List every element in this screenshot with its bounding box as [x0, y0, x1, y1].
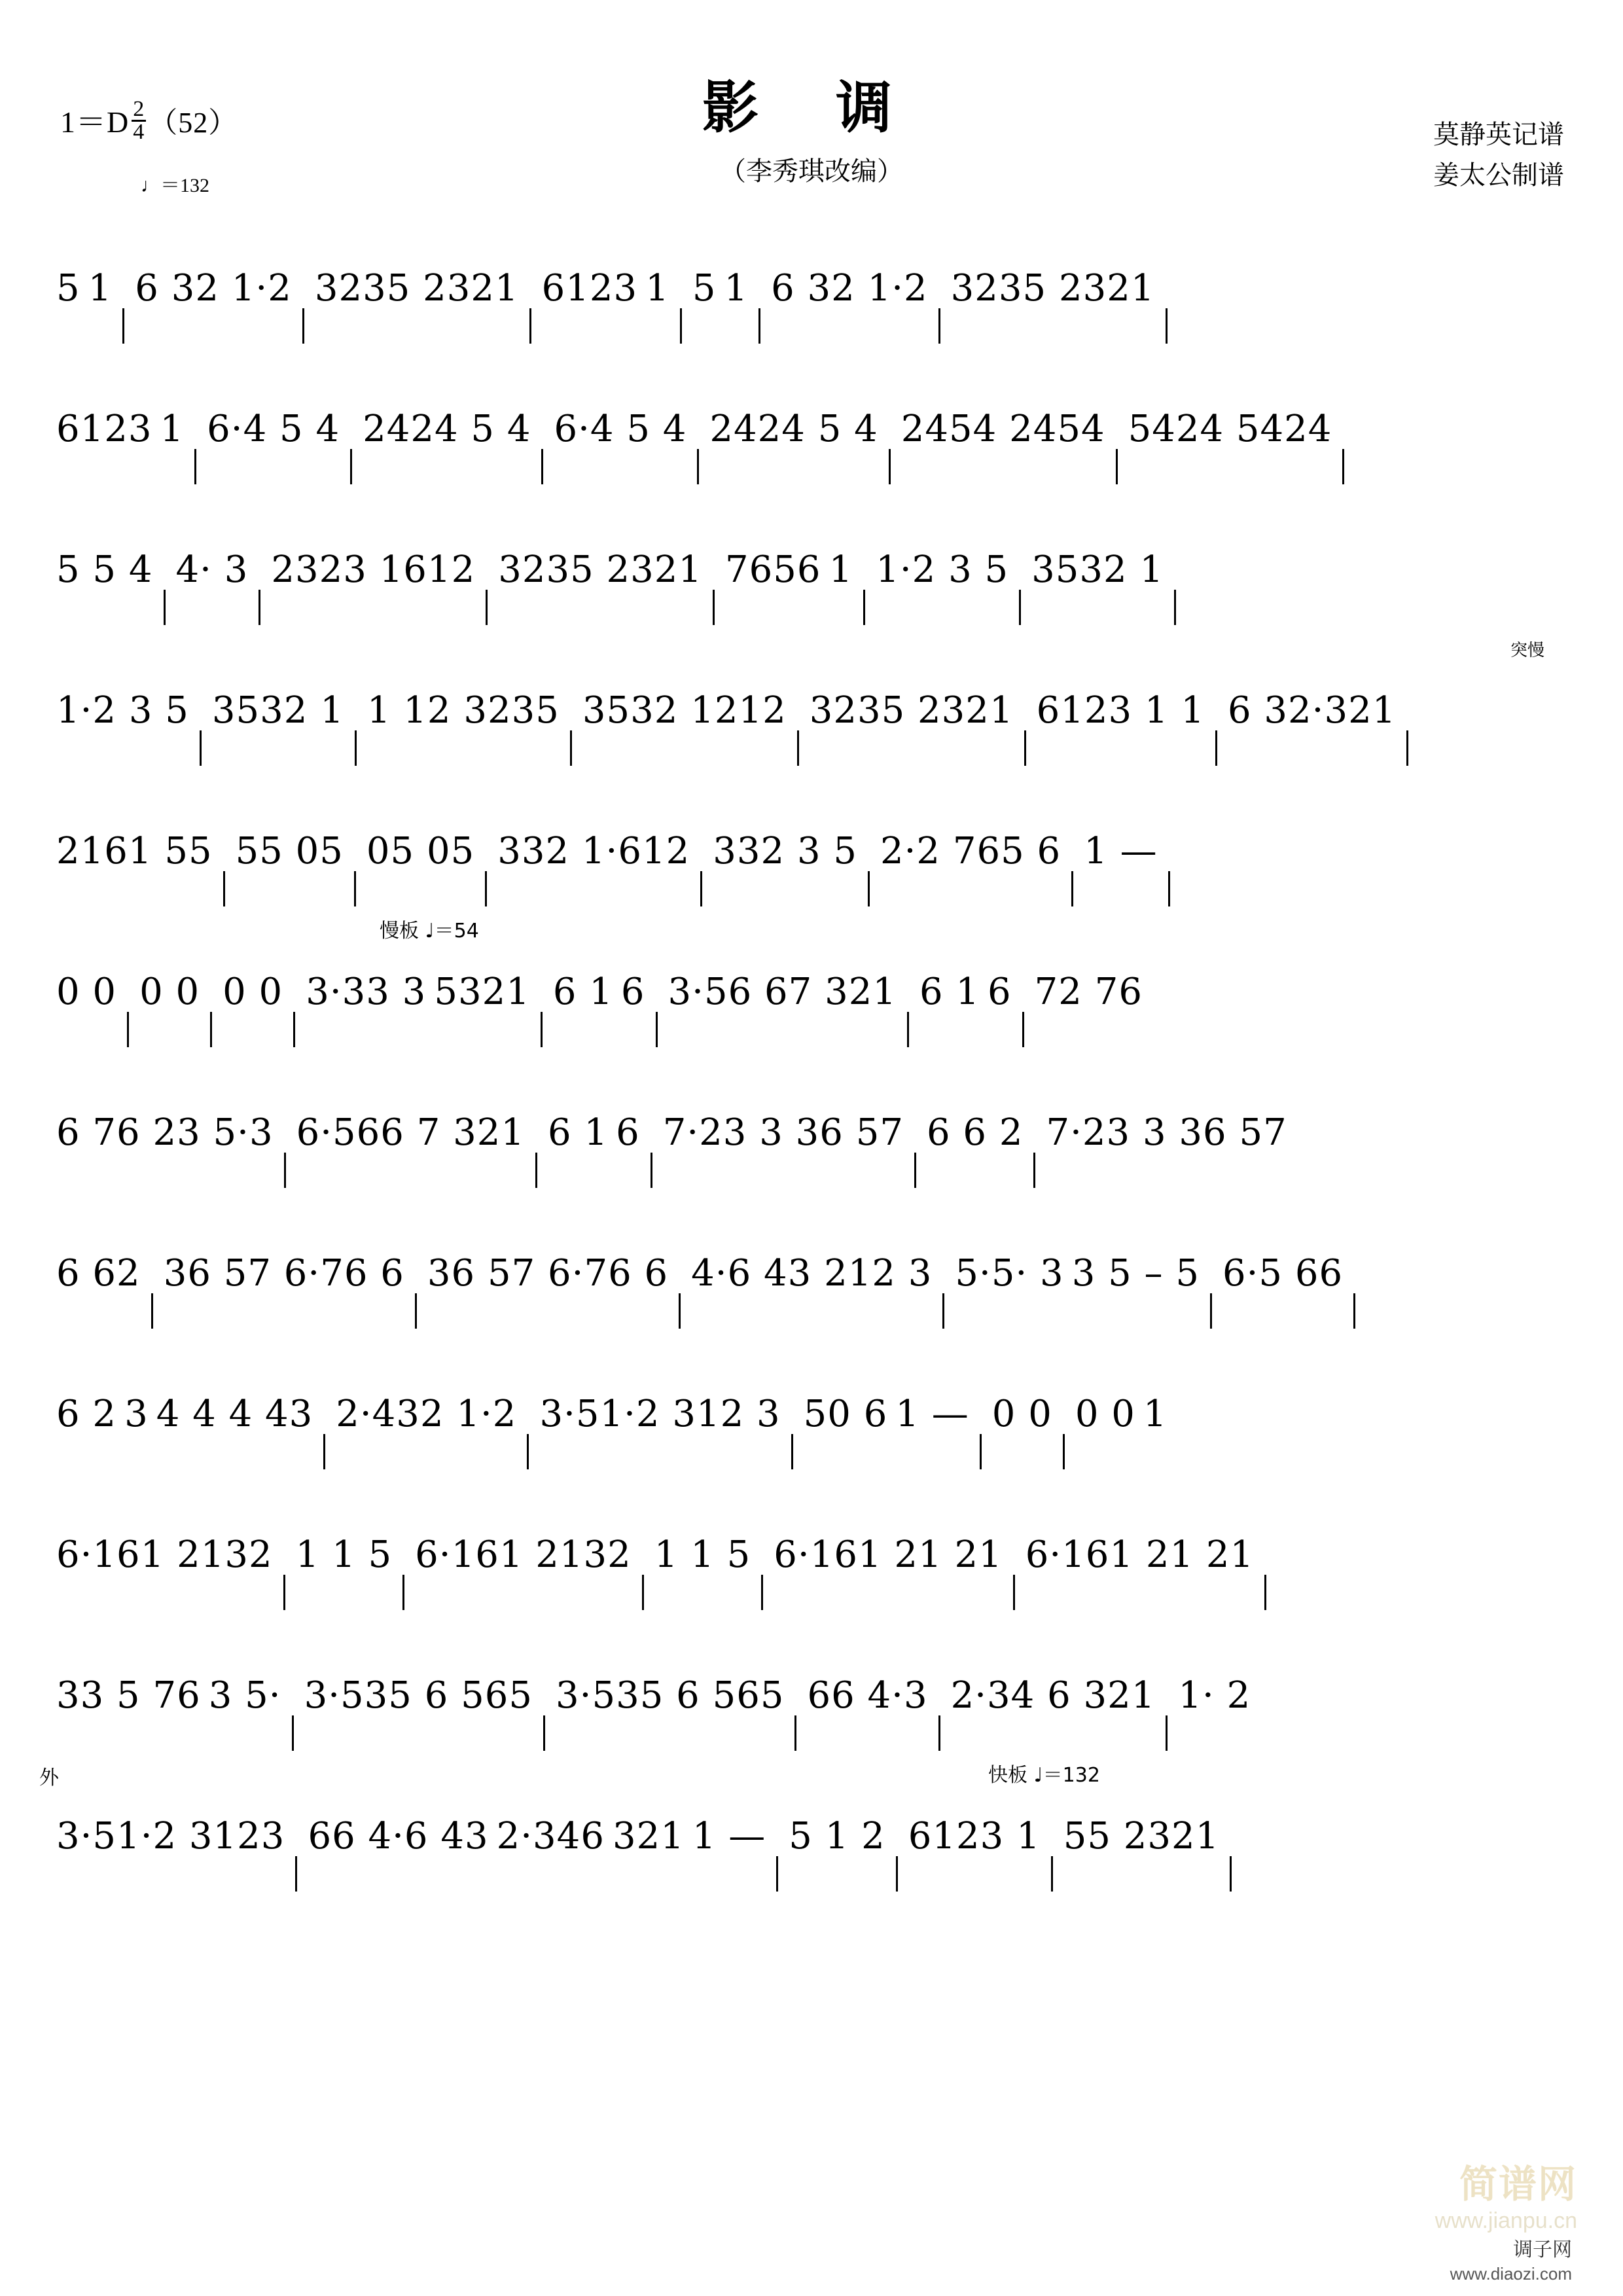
barline — [529, 308, 531, 344]
measure: 6123 — [56, 408, 152, 450]
barline — [543, 1715, 545, 1751]
staff-line-11 — [52, 1614, 1571, 1755]
barline — [302, 308, 304, 344]
measure: 4· 3 — [175, 548, 249, 591]
barline — [791, 1434, 793, 1469]
barline — [761, 1575, 763, 1610]
measure: 6123 — [541, 267, 638, 310]
measure: 1 — [88, 267, 113, 310]
tempo-marking-initial: ♩＝132 — [141, 175, 209, 196]
measure: 55 2321 — [1063, 1815, 1220, 1857]
measure: 2424 5 4 — [363, 408, 531, 450]
measure: 05 05 — [366, 830, 475, 872]
system-1 — [0, 207, 1623, 348]
barline — [354, 871, 356, 906]
measure: 5·5· 3 — [955, 1252, 1064, 1295]
annotation-outer-string: 外 — [39, 1767, 59, 1789]
barline — [541, 1012, 543, 1047]
measure: 55 05 — [235, 830, 344, 872]
barline — [355, 730, 357, 766]
measure: 6 76 23 5·3 — [56, 1111, 274, 1154]
measure: 5 5 4 — [56, 548, 153, 591]
barline — [200, 730, 202, 766]
measure: 3 — [124, 1393, 149, 1435]
measure: 6 1 — [552, 971, 613, 1013]
measure: 6 62 — [56, 1252, 141, 1295]
measure: 3235 2321 — [950, 267, 1155, 310]
measure: 3·56 67 321 — [668, 971, 897, 1013]
annotation-sudden-slow: 突慢 — [1510, 641, 1544, 660]
barline — [350, 449, 352, 484]
staff-line-2 — [52, 348, 1571, 488]
measure: 3·51·2 3123 — [56, 1815, 285, 1857]
page-title: 影 调 — [702, 75, 921, 141]
barline — [794, 1715, 796, 1751]
measure: 4·6 43 212 3 — [691, 1252, 933, 1295]
watermark-url: www.jianpu.cn — [1435, 2208, 1577, 2233]
watermark — [1435, 2153, 1577, 2234]
barline — [1166, 308, 1168, 344]
barline — [863, 590, 865, 625]
system-6 — [0, 910, 1623, 1051]
barline — [1019, 590, 1021, 625]
measure: 6 1 — [548, 1111, 609, 1154]
barline — [758, 308, 760, 344]
watermark-brand: 简谱网 — [1459, 2162, 1577, 2206]
barline — [122, 308, 124, 344]
barline — [1071, 871, 1073, 906]
measure: 2323 1612 — [271, 548, 476, 591]
measure: 3235 2321 — [498, 548, 703, 591]
measure: 1·2 3 5 — [56, 689, 189, 732]
barline — [284, 1153, 286, 1188]
staff-line-1 — [52, 207, 1571, 348]
measure: 3·33 3 — [306, 971, 427, 1013]
system-12 — [0, 1755, 1623, 1895]
measure: 6 32·321 — [1227, 689, 1397, 732]
time-signature-numerator: 2 — [133, 96, 145, 121]
barline — [486, 590, 488, 625]
barline — [210, 1012, 212, 1047]
measure: 0 0 — [56, 971, 117, 1013]
barline — [541, 449, 543, 484]
measure: 0 0 — [139, 971, 200, 1013]
measure: 1 — [1143, 1393, 1168, 1435]
staff-line-6 — [52, 910, 1571, 1051]
barline — [680, 308, 682, 344]
barline — [713, 590, 715, 625]
barline — [656, 1012, 658, 1047]
barline — [938, 308, 940, 344]
system-7 — [0, 1051, 1623, 1192]
measure: 66 4·3 — [807, 1674, 928, 1717]
measure: 66 4·6 43 — [308, 1815, 489, 1857]
measure: 1·2 3 5 — [876, 548, 1009, 591]
measure: 1 — [829, 548, 853, 591]
measure: 3 5 – 5 — [1071, 1252, 1200, 1295]
measure: 2424 5 4 — [709, 408, 878, 450]
measure: 3532 1 — [211, 689, 344, 732]
staff-line-10 — [52, 1473, 1571, 1614]
measure: 5321 — [434, 971, 530, 1013]
measure: 1 — — [692, 1815, 766, 1857]
staff-line-7 — [52, 1051, 1571, 1192]
measure: 72 76 — [1034, 971, 1143, 1013]
system-3 — [0, 488, 1623, 629]
system-11 — [0, 1614, 1623, 1755]
barline — [164, 590, 166, 625]
system-2 — [0, 348, 1623, 488]
measure: 3235 2321 — [314, 267, 519, 310]
measure: 332 1·612 — [497, 830, 690, 872]
barline — [295, 1856, 297, 1892]
footer-site-label: 调子网 — [1513, 2238, 1572, 2261]
measure: 6·4 5 4 — [207, 408, 340, 450]
barline — [402, 1575, 404, 1610]
barline — [151, 1293, 153, 1329]
measure: 2·2 765 6 — [880, 830, 1061, 872]
measure: 0 0 — [223, 971, 283, 1013]
measure: 3532 1 — [1031, 548, 1164, 591]
barline — [896, 1856, 898, 1892]
measure: 2161 55 — [56, 830, 213, 872]
measure: 6 1 — [919, 971, 980, 1013]
measure: 0 0 — [991, 1393, 1052, 1435]
barline — [1013, 1575, 1015, 1610]
barline — [907, 1012, 909, 1047]
measure: 1 — [160, 408, 185, 450]
annotation-slow-section: 慢板 ♩＝54 — [380, 920, 479, 942]
barline — [651, 1153, 652, 1188]
measure: 36 57 6·76 6 — [427, 1252, 669, 1295]
staff-line-12 — [52, 1755, 1571, 1895]
barline — [259, 590, 260, 625]
measure: 6 32 1·2 — [135, 267, 292, 310]
barline — [1166, 1715, 1168, 1751]
measure: 3 5· — [208, 1674, 281, 1717]
system-8 — [0, 1192, 1623, 1333]
measure: 1 — — [1084, 830, 1158, 872]
measure: 33 5 76 — [56, 1674, 201, 1717]
measure: 1 — — [895, 1393, 969, 1435]
time-signature-denominator: 4 — [133, 120, 145, 144]
barline — [642, 1575, 644, 1610]
barline — [942, 1293, 944, 1329]
measure: 2454 2454 — [901, 408, 1105, 450]
measure: 3·535 6 565 — [304, 1674, 533, 1717]
staff-line-8 — [52, 1192, 1571, 1333]
measure: 50 6 — [803, 1393, 888, 1435]
measure: 6·4 5 4 — [554, 408, 687, 450]
measure: 7656 — [725, 548, 821, 591]
measure: 0 0 — [1075, 1393, 1135, 1435]
key-signature-text: 1＝D — [60, 105, 130, 139]
staff-line-4 — [52, 629, 1571, 770]
credits-block — [1433, 115, 1564, 196]
measure: 6123 1 1 — [1036, 689, 1205, 732]
measure: 1 1 5 — [295, 1534, 393, 1576]
measure: 2·34 6 321 — [950, 1674, 1156, 1717]
measure: 1· 2 — [1178, 1674, 1251, 1717]
measure: 6·566 7 321 — [296, 1111, 526, 1154]
measure: 36 57 6·76 6 — [163, 1252, 404, 1295]
barline — [797, 730, 799, 766]
barline — [1168, 871, 1170, 906]
measure: 5 1 2 — [789, 1815, 885, 1857]
measure: 6 — [616, 1111, 640, 1154]
measure: 3235 2321 — [809, 689, 1014, 732]
barline — [1051, 1856, 1053, 1892]
system-10 — [0, 1473, 1623, 1614]
barline — [1063, 1434, 1065, 1469]
barline — [1353, 1293, 1355, 1329]
measure: 6 2 — [56, 1393, 117, 1435]
barline — [323, 1434, 325, 1469]
barline — [283, 1575, 285, 1610]
metronome-paren: （52） — [149, 107, 238, 139]
measure: 1 1 5 — [654, 1534, 751, 1576]
barline — [293, 1012, 295, 1047]
system-4 — [0, 629, 1623, 770]
measure: 6 6 2 — [926, 1111, 1024, 1154]
annotation-fast-section: 快板 ♩＝132 — [988, 1764, 1100, 1787]
measure: 6 — [988, 971, 1012, 1013]
barline — [1024, 730, 1026, 766]
measure: 6·161 2132 — [415, 1534, 632, 1576]
barline — [1406, 730, 1408, 766]
barline — [292, 1715, 294, 1751]
barline — [914, 1153, 916, 1188]
system-9 — [0, 1333, 1623, 1473]
barline — [1264, 1575, 1266, 1610]
measure: 6 — [620, 971, 645, 1013]
barline — [570, 730, 572, 766]
system-5 — [0, 770, 1623, 910]
measure: 2·432 1·2 — [336, 1393, 517, 1435]
footer-site-url: www.diaozi.com — [1450, 2264, 1572, 2284]
measure: 332 3 5 — [713, 830, 857, 872]
measure: 6·5 66 — [1222, 1252, 1344, 1295]
measure: 5 — [56, 267, 80, 310]
barline — [1033, 1153, 1035, 1188]
measure: 6123 1 — [908, 1815, 1041, 1857]
barline — [535, 1153, 537, 1188]
measure: 4 4 4 43 — [156, 1393, 313, 1435]
barline — [776, 1856, 778, 1892]
staff-line-3 — [52, 488, 1571, 629]
barline — [868, 871, 870, 906]
music-systems — [0, 207, 1623, 1895]
measure: 3·535 6 565 — [556, 1674, 785, 1717]
measure: 3·51·2 312 3 — [539, 1393, 781, 1435]
credit-line-1: 莫静英记谱 — [1433, 120, 1564, 150]
measure: 6·161 2132 — [56, 1534, 273, 1576]
barline — [415, 1293, 417, 1329]
barline — [700, 871, 702, 906]
measure: 6·161 21 21 — [1025, 1534, 1255, 1576]
measure: 5424 5424 — [1128, 408, 1332, 450]
measure: 3532 1212 — [582, 689, 787, 732]
barline — [889, 449, 891, 484]
barline — [1116, 449, 1118, 484]
barline — [980, 1434, 982, 1469]
barline — [1230, 1856, 1232, 1892]
barline — [223, 871, 225, 906]
measure: 6·161 21 21 — [774, 1534, 1003, 1576]
barline — [1174, 590, 1176, 625]
barline — [697, 449, 699, 484]
barline — [127, 1012, 129, 1047]
measure: 7·23 3 36 57 — [662, 1111, 904, 1154]
measure: 1 — [724, 267, 749, 310]
measure: 321 — [612, 1815, 685, 1857]
barline — [1210, 1293, 1212, 1329]
score-header — [0, 0, 1623, 203]
measure: 6 32 1·2 — [771, 267, 928, 310]
staff-line-5 — [52, 770, 1571, 910]
measure: 1 — [645, 267, 669, 310]
barline — [1215, 730, 1217, 766]
barline — [1342, 449, 1344, 484]
measure: 7·23 3 36 57 — [1046, 1111, 1287, 1154]
page-subtitle: （李秀琪改编） — [720, 156, 903, 187]
barline — [679, 1293, 681, 1329]
barline — [194, 449, 196, 484]
measure: 1 12 3235 — [366, 689, 560, 732]
barline — [938, 1715, 940, 1751]
measure: 2·346 — [496, 1815, 605, 1857]
barline — [527, 1434, 529, 1469]
credit-line-2: 姜太公制谱 — [1433, 160, 1564, 190]
measure: 5 — [692, 267, 717, 310]
staff-line-9 — [52, 1333, 1571, 1473]
barline — [1022, 1012, 1024, 1047]
barline — [485, 871, 487, 906]
